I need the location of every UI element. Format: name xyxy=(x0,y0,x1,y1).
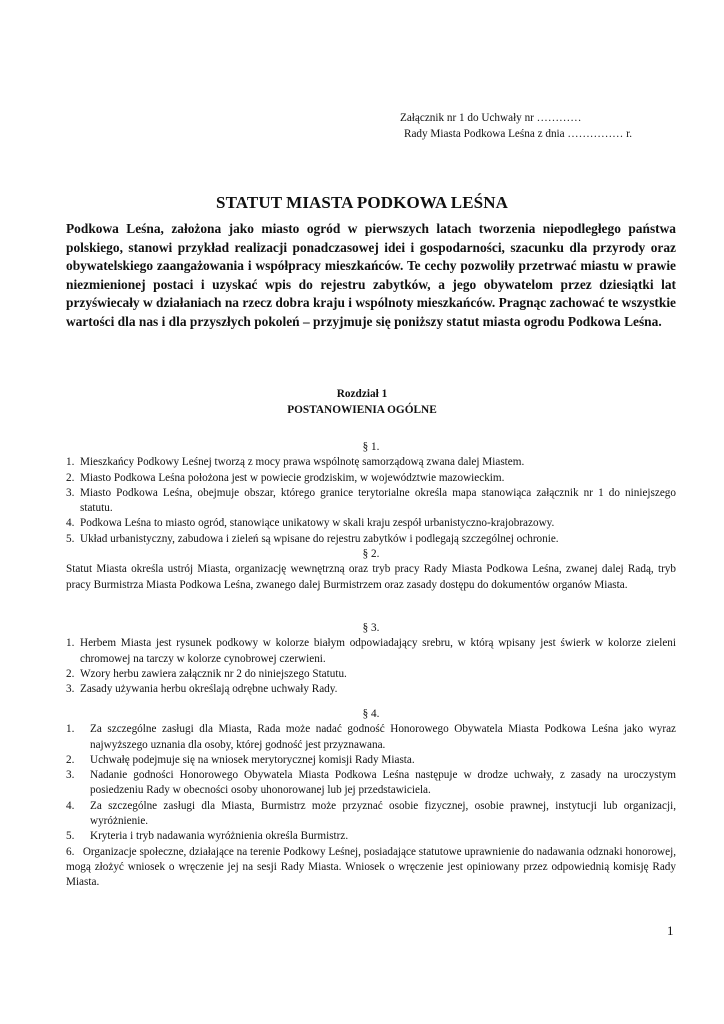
annex-note xyxy=(400,110,632,142)
list-item: 1. Herbem Miasta jest rysunek podkowy w kolorze białym odpowiadający srebru, w którą wpisany jest świerk w kolorze zieleni chromowej na tarczy w kolorze cynobrowej czerwieni. xyxy=(66,637,676,665)
section-1-mark: § 1. xyxy=(362,441,380,453)
list-item: 2. Miasto Podkowa Leśna położona jest w powiecie grodziskim, w województwie mazowieckim. xyxy=(66,471,505,484)
list-item: 4. Za szczególne zasługi dla Miasta, Burmistrz może przyznać osobie fizycznej, osobie prawnej, instytucji lub organizacji, wyróżnienie. xyxy=(66,799,676,828)
list-item: 2. Uchwałę podejmuje się na wniosek merytorycznej komisji Rady Miasta. xyxy=(66,753,415,766)
section-1-list xyxy=(66,455,676,547)
list-item: 6. Organizacje społeczne, działające na terenie Podkowy Leśnej, posiadające statutowe uprawnienie do nadawania odznaki honorowej, mogą złożyć wniosek o wręczenie jej na sesji Rady Miasta. Wniosek o wręczenie jest opiniowany przez odpowiednią komisję Rady Miasta. xyxy=(66,845,677,889)
section-2 xyxy=(66,547,676,593)
preamble: Podkowa Leśna, założona jako miasto ogród w pierwszych latach tworzenia niepodległego państwa polskiego, stanowi przykład realizacji ponadczasowej idei i gospodarności, szacunku dla przyrody oraz obywatelskiego zaangażowania i współpracy mieszkańców. Te cechy pozwoliły przetrwać miastu w prawie niezmienionej postaci i uzyskać wpis do rejestru zabytków, a jego obywatelom przez dziesiątki lat przyświecały w działaniach na rzecz dobra kraju i wspólnoty mieszkańców. Pragnąc zachować te wszystkie wartości dla nas i dla przyszłych pokoleń – przyjmuje się poniższy statut miasta ogrodu Podkowa Leśna. xyxy=(66,221,676,329)
list-item: 3. Zasady używania herbu określają odrębne uchwały Rady. xyxy=(66,683,338,696)
list-item: 5. Układ urbanistyczny, zabudowa i zieleń są wpisane do rejestru zabytków i podlegają szczególnej ochronie. xyxy=(66,532,559,545)
section-2-mark: § 2. xyxy=(362,548,380,560)
section-4-mark: § 4. xyxy=(362,708,380,720)
section-4-list xyxy=(66,722,676,890)
section-3 xyxy=(66,621,676,697)
list-item: 1. Za szczególne zasługi dla Miasta, Rada może nadać godność Honorowego Obywatela Miasta Podkowa Leśna jako wyraz najwyższego uznania dla osoby, której godność jest przyznawana. xyxy=(66,723,676,751)
list-item: 2. Wzory herbu zawiera załącznik nr 2 do niniejszego Statutu. xyxy=(66,667,347,680)
list-item: 5. Kryteria i tryb nadawania wyróżnienia określa Burmistrz. xyxy=(66,830,349,843)
annex-line-1: Załącznik nr 1 do Uchwały nr ………… xyxy=(400,112,582,124)
section-3-list xyxy=(66,636,676,697)
list-item: 4. Podkowa Leśna to miasto ogród, stanowiące unikatowy w skali kraju zespół urbanistyczno-krajobrazowy. xyxy=(66,517,555,530)
list-item: 3. Nadanie godności Honorowego Obywatela Miasta Podkowa Leśna następuje w drodze uchwały, z zasady na uroczystym posiedzeniu Rady w obecności osoby uhonorowanej lub jej przedstawiciela. xyxy=(66,769,676,797)
section-2-text: Statut Miasta określa ustrój Miasta, organizację wewnętrzną oraz tryb pracy Rady Miasta Podkowa Leśna, zwanej dalej Radą, tryb pracy Burmistrza Miasta Podkowa Leśna, zwanego dalej Burmistrzem oraz zasady dostępu do dokumentów organów Miasta. xyxy=(66,563,676,591)
chapter-number: Rozdział 1 xyxy=(336,388,388,400)
section-3-mark: § 3. xyxy=(362,622,380,634)
page-number: 1 xyxy=(667,923,674,938)
chapter-name: POSTANOWIENIA OGÓLNE xyxy=(287,404,437,416)
document-title: STATUT MIASTA PODKOWA LEŚNA xyxy=(216,193,508,212)
section-1 xyxy=(66,440,676,547)
section-4 xyxy=(66,707,676,891)
list-item: 1. Mieszkańcy Podkowy Leśnej tworzą z mocy prawa wspólnotę samorządową zwana dalej Miastem. xyxy=(66,456,525,469)
annex-line-2: Rady Miasta Podkowa Leśna z dnia …………… r. xyxy=(404,128,633,140)
list-item: 3. Miasto Podkowa Leśna, obejmuje obszar, którego granice terytorialne określa mapa stanowiąca załącznik nr 1 do niniejszego statutu. xyxy=(66,486,676,515)
